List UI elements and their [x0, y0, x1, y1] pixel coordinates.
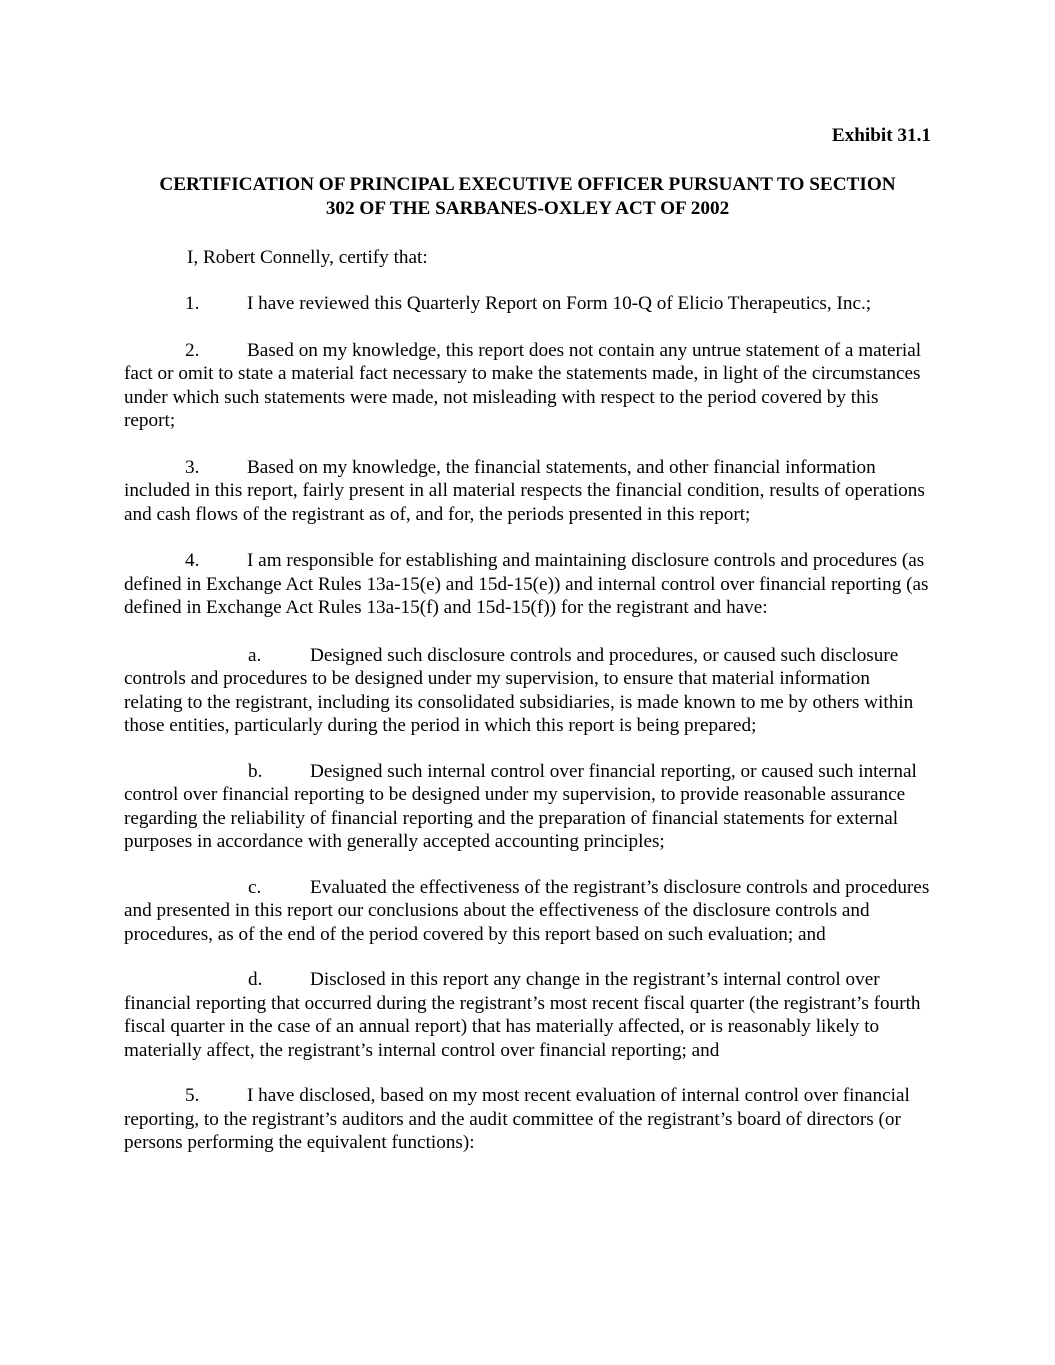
- certification-subitem-c: [124, 876, 931, 947]
- title-line-1: CERTIFICATION OF PRINCIPAL EXECUTIVE OFFICER PURSUANT TO SECTION: [159, 173, 896, 195]
- item-number: 4.: [185, 550, 200, 571]
- intro-statement: I, Robert Connelly, certify that:: [187, 246, 428, 268]
- subitem-text: Evaluated the effectiveness of the registrant’s disclosure controls and procedures and presented in this report our conclusions about the effectiveness of the disclosure controls and procedures, as of the end of the period covered by this report based on such evaluation; and: [124, 876, 930, 945]
- document-title: [116, 173, 939, 221]
- item-number: 3.: [185, 456, 200, 478]
- certification-item-4: [124, 549, 931, 620]
- subitem-letter: a.: [248, 644, 262, 666]
- certification-item-5: [124, 1084, 931, 1155]
- document-page: [124, 124, 931, 1178]
- item-text: Based on my knowledge, this report does not contain any untrue statement of a material fact or omit to state a material fact necessary to make the statements made, in light of the circumstances under which such statements were made, not misleading with respect to the period covered by this report;: [124, 339, 922, 431]
- subitem-letter: c.: [248, 876, 262, 898]
- item-number: 2.: [185, 339, 200, 361]
- item-text: I am responsible for establishing and maintaining disclosure controls and procedures (as defined in Exchange Act Rules 13a-15(e) and 15d-15(e)) and internal control over financial reporting (as defined in Exchange Act Rules 13a-15(f) and 15d-15(f)) for the registrant and have:: [124, 550, 929, 618]
- certification-item-2: [124, 339, 931, 433]
- certification-item-1: [124, 292, 931, 316]
- item-number: 5.: [185, 1085, 200, 1106]
- subitem-text: Disclosed in this report any change in the registrant’s internal control over financial reporting that occurred during the registrant’s most recent fiscal quarter (the registrant’s fourth fiscal quarter in the case of an annual report) that has materially affected, or is reasonably likely to materially affect, the registrant’s internal control over financial reporting; and: [124, 969, 921, 1061]
- subitem-letter: b.: [248, 760, 263, 782]
- certification-subitem-d: [124, 968, 931, 1062]
- subitem-text: Designed such disclosure controls and procedures, or caused such disclosure controls and procedures to be designed under my supervision, to ensure that material information relating to the registrant, including its consolidated subsidiaries, is made known to me by others within those entities, particularly during the period in which this report is being prepared;: [124, 644, 914, 736]
- subitem-letter: d.: [248, 969, 263, 990]
- certification-item-3: [124, 456, 931, 527]
- certification-subitem-b: [124, 760, 931, 854]
- title-line-2: 302 OF THE SARBANES-OXLEY ACT OF 2002: [325, 197, 730, 219]
- item-text: I have reviewed this Quarterly Report on Form 10-Q of Elicio Therapeutics, Inc.;: [247, 293, 872, 314]
- item-text: Based on my knowledge, the financial statements, and other financial information included in this report, fairly present in all material respects the financial condition, results of operations and cash flows of the registrant as of, and for, the periods presented in this report;: [124, 456, 925, 525]
- item-text: I have disclosed, based on my most recent evaluation of internal control over financial reporting, to the registrant’s auditors and the audit committee of the registrant’s board of directors (or persons performing the equivalent functions):: [124, 1085, 910, 1153]
- certification-subitem-a: [124, 644, 931, 738]
- subitem-text: Designed such internal control over financial reporting, or caused such internal control over financial reporting to be designed under my supervision, to provide reasonable assurance regarding the reliability of financial reporting and the preparation of financial statements for external purposes in accordance with generally accepted accounting principles;: [124, 760, 917, 852]
- item-number: 1.: [185, 293, 200, 314]
- exhibit-label: Exhibit 31.1: [831, 125, 931, 146]
